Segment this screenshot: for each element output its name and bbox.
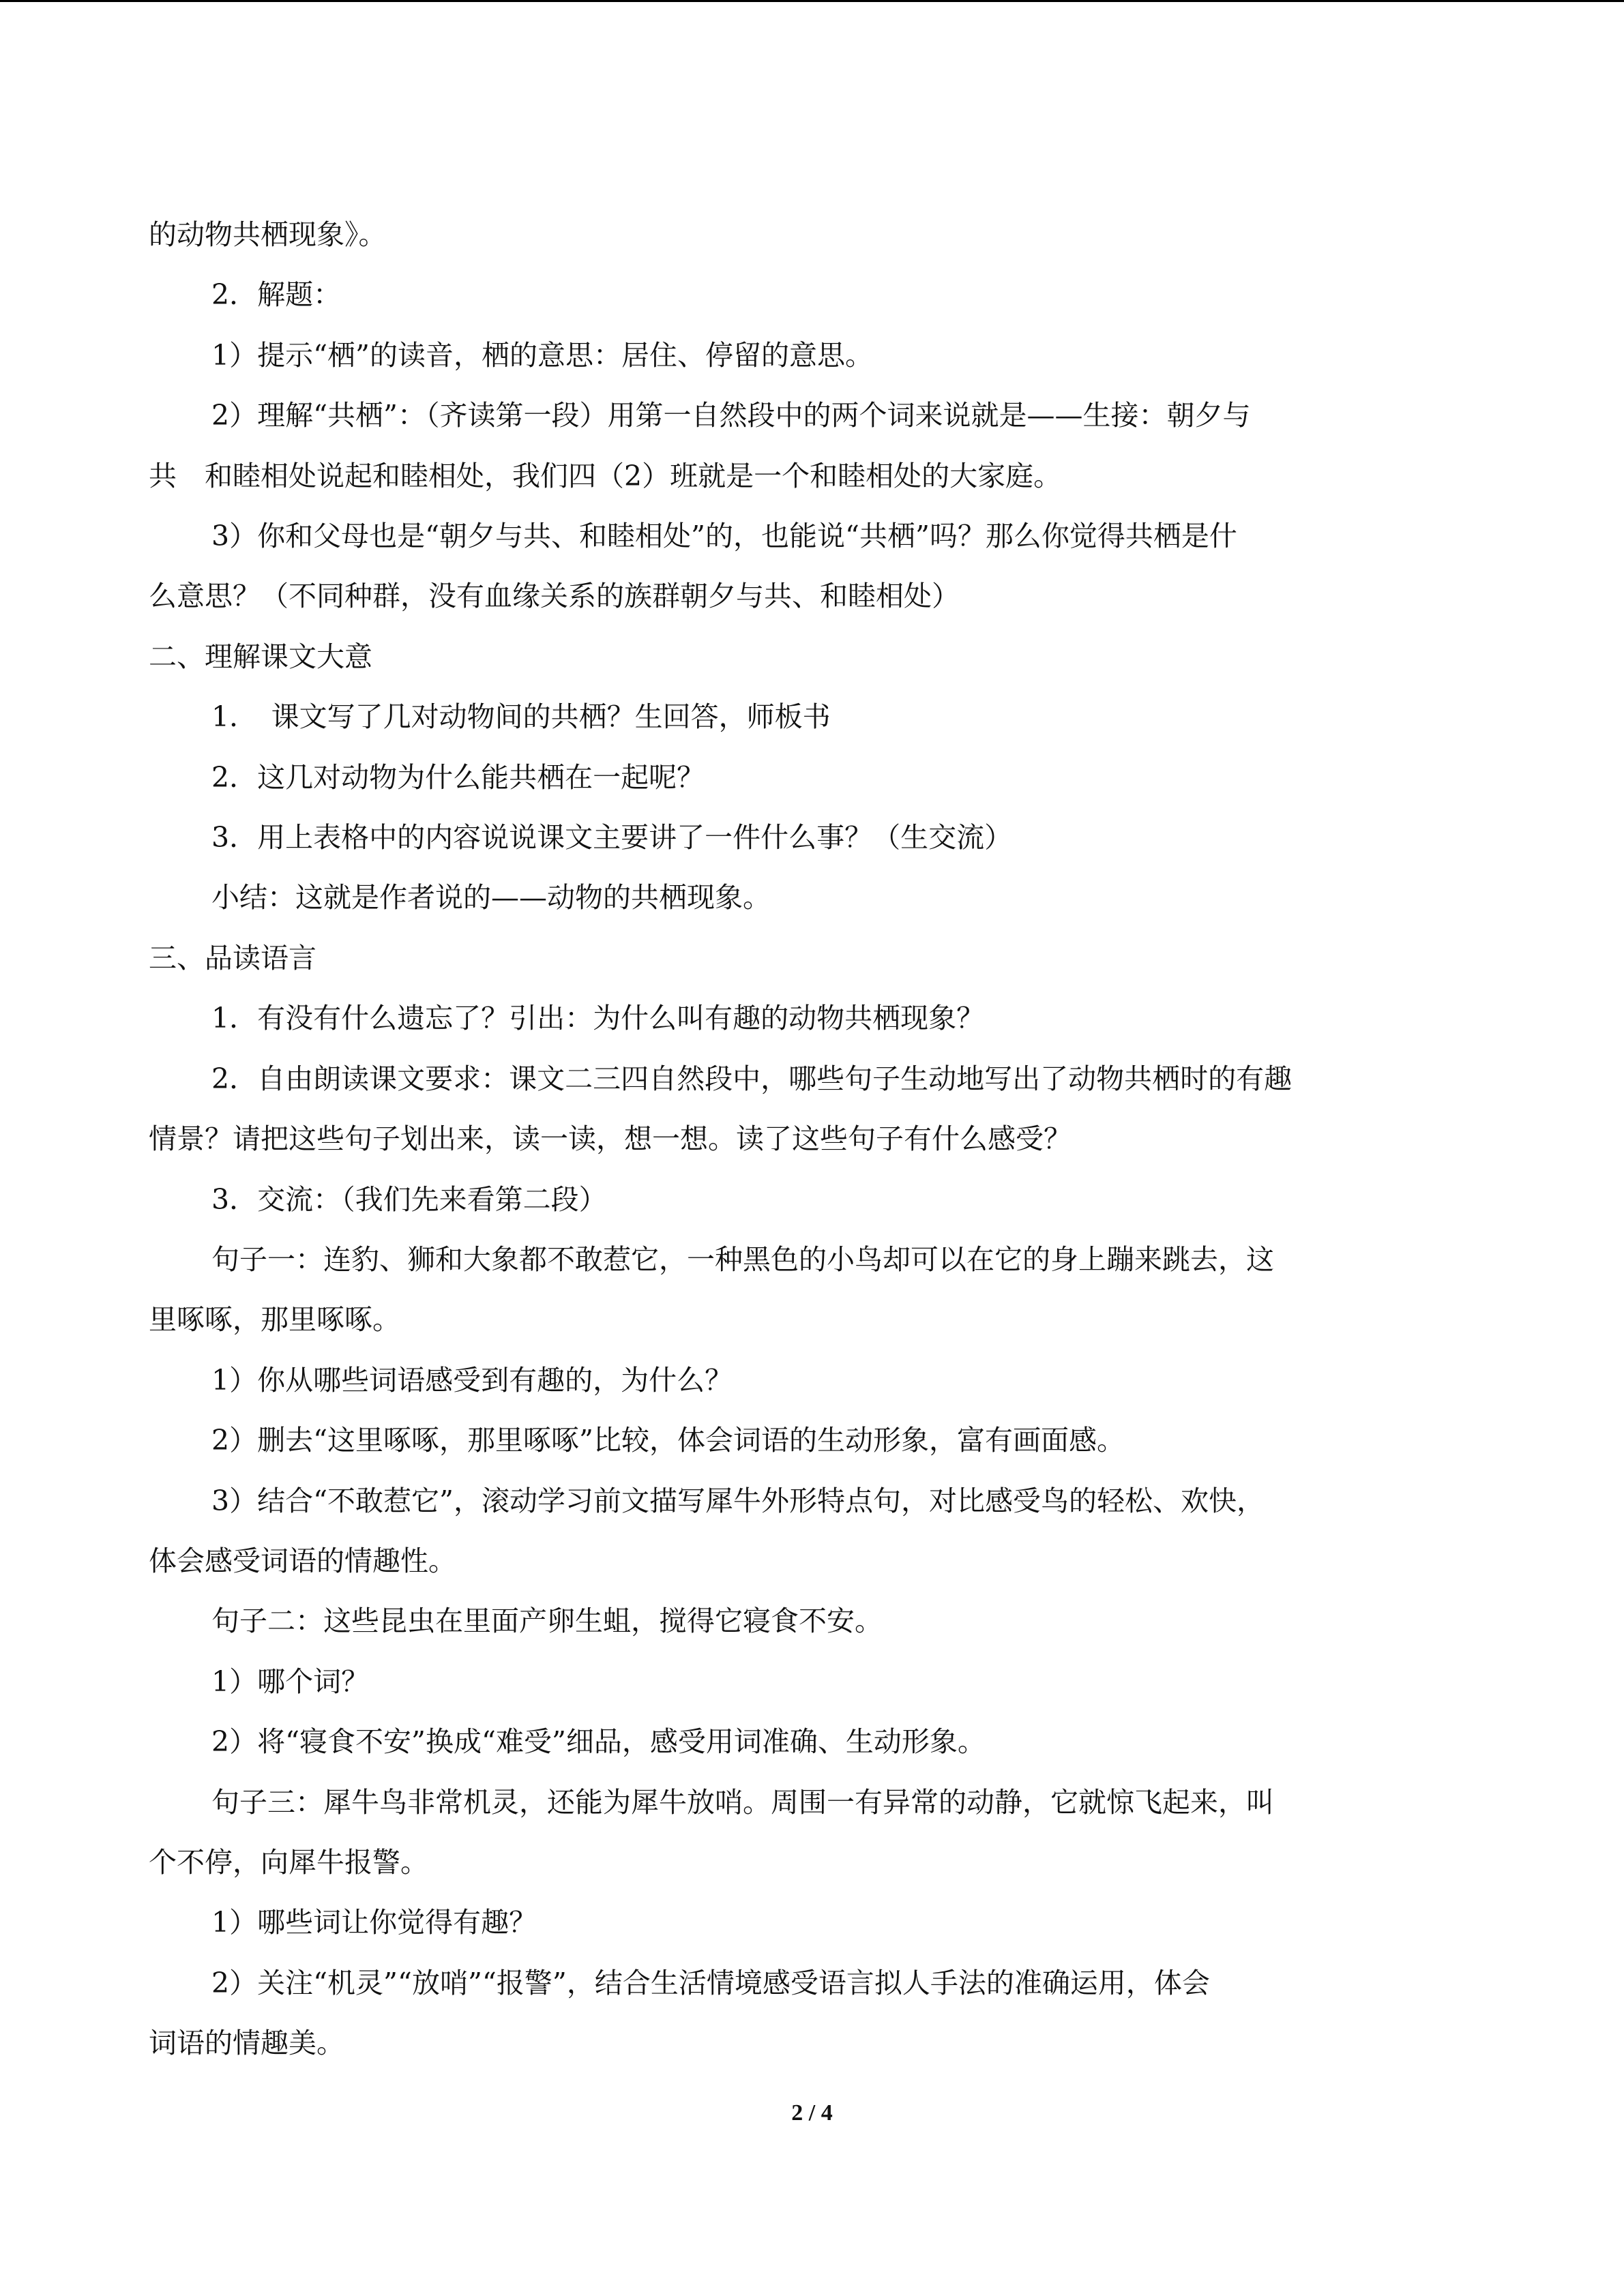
- text-line: 词语的情趣美。: [149, 2027, 344, 2060]
- text-line: 2．解题：: [211, 278, 342, 312]
- text-line: 情景？请把这些句子划出来，读一读，想一想。读了这些句子有什么感受？: [149, 1122, 1072, 1156]
- text-line: 的动物共栖现象》。: [149, 218, 387, 251]
- text-line: 小结：这就是作者说的——动物的共栖现象。: [211, 881, 771, 914]
- text-line: 个不停，向犀牛报警。: [149, 1845, 428, 1879]
- text-line: 1）哪些词让你觉得有趣？: [211, 1906, 537, 1939]
- text-line: 句子三：犀牛鸟非常机灵，还能为犀牛放哨。周围一有异常的动静，它就惊飞起来，叫: [211, 1785, 1274, 1819]
- text-line: 三、品读语言: [149, 941, 316, 974]
- text-line: 二、理解课文大意: [149, 640, 372, 673]
- document-body: [149, 205, 1475, 2074]
- text-line: 里啄啄，那里啄啄。: [149, 1303, 400, 1337]
- text-line: 3）你和父母也是“朝夕与共、和睦相处”的，也能说“共栖”吗？那么你觉得共栖是什: [211, 520, 1237, 553]
- text-line: 3）结合“不敢惹它”，滚动学习前文描写犀牛外形特点句，对比感受鸟的轻松、欢快，: [211, 1484, 1265, 1517]
- text-line: 2）关注“机灵”“放哨”“报警”，结合生活情境感受语言拟人手法的准确运用，体会: [211, 1966, 1210, 1999]
- text-line: 共 和睦相处说起和睦相处，我们四（2）班就是一个和睦相处的大家庭。: [149, 459, 1062, 492]
- text-line: 体会感受词语的情趣性。: [149, 1544, 456, 1577]
- text-line: 3．交流：（我们先来看第二段）: [211, 1182, 607, 1216]
- text-line: 么意思？（不同种群，没有血缘关系的族群朝夕与共、和睦相处）: [149, 580, 960, 613]
- text-line: 句子二：这些昆虫在里面产卵生蛆，搅得它寝食不安。: [211, 1605, 883, 1638]
- text-line: 3．用上表格中的内容说说课文主要讲了一件什么事？（生交流）: [211, 821, 1013, 854]
- top-border: [0, 0, 1624, 2]
- text-line: 1． 课文写了几对动物间的共栖？生回答，师板书: [211, 700, 831, 734]
- text-line: 1）哪个词？: [211, 1665, 370, 1698]
- text-line: 2．这几对动物为什么能共栖在一起呢？: [211, 760, 705, 794]
- text-line: 2）理解“共栖”：（齐读第一段）用第一自然段中的两个词来说就是——生接：朝夕与: [211, 399, 1251, 432]
- text-line: 2）将“寝食不安”换成“难受”细品，感受用词准确、生动形象。: [211, 1725, 986, 1759]
- text-line: 1．有没有什么遗忘了？引出：为什么叫有趣的动物共栖现象？: [211, 1002, 985, 1035]
- text-line: 1）你从哪些词语感受到有趣的，为什么？: [211, 1363, 733, 1397]
- text-line: 2．自由朗读课文要求：课文二三四自然段中，哪些句子生动地写出了动物共栖时的有趣: [211, 1062, 1293, 1095]
- text-line: 句子一：连豹、狮和大象都不敢惹它，一种黑色的小鸟却可以在它的身上蹦来跳去，这: [211, 1242, 1274, 1276]
- text-line: 2）删去“这里啄啄，那里啄啄”比较，体会词语的生动形象，富有画面感。: [211, 1424, 1125, 1457]
- page-number: 2 / 4: [791, 2100, 833, 2126]
- text-line: 1）提示“栖”的读音，栖的意思：居住、停留的意思。: [211, 338, 874, 372]
